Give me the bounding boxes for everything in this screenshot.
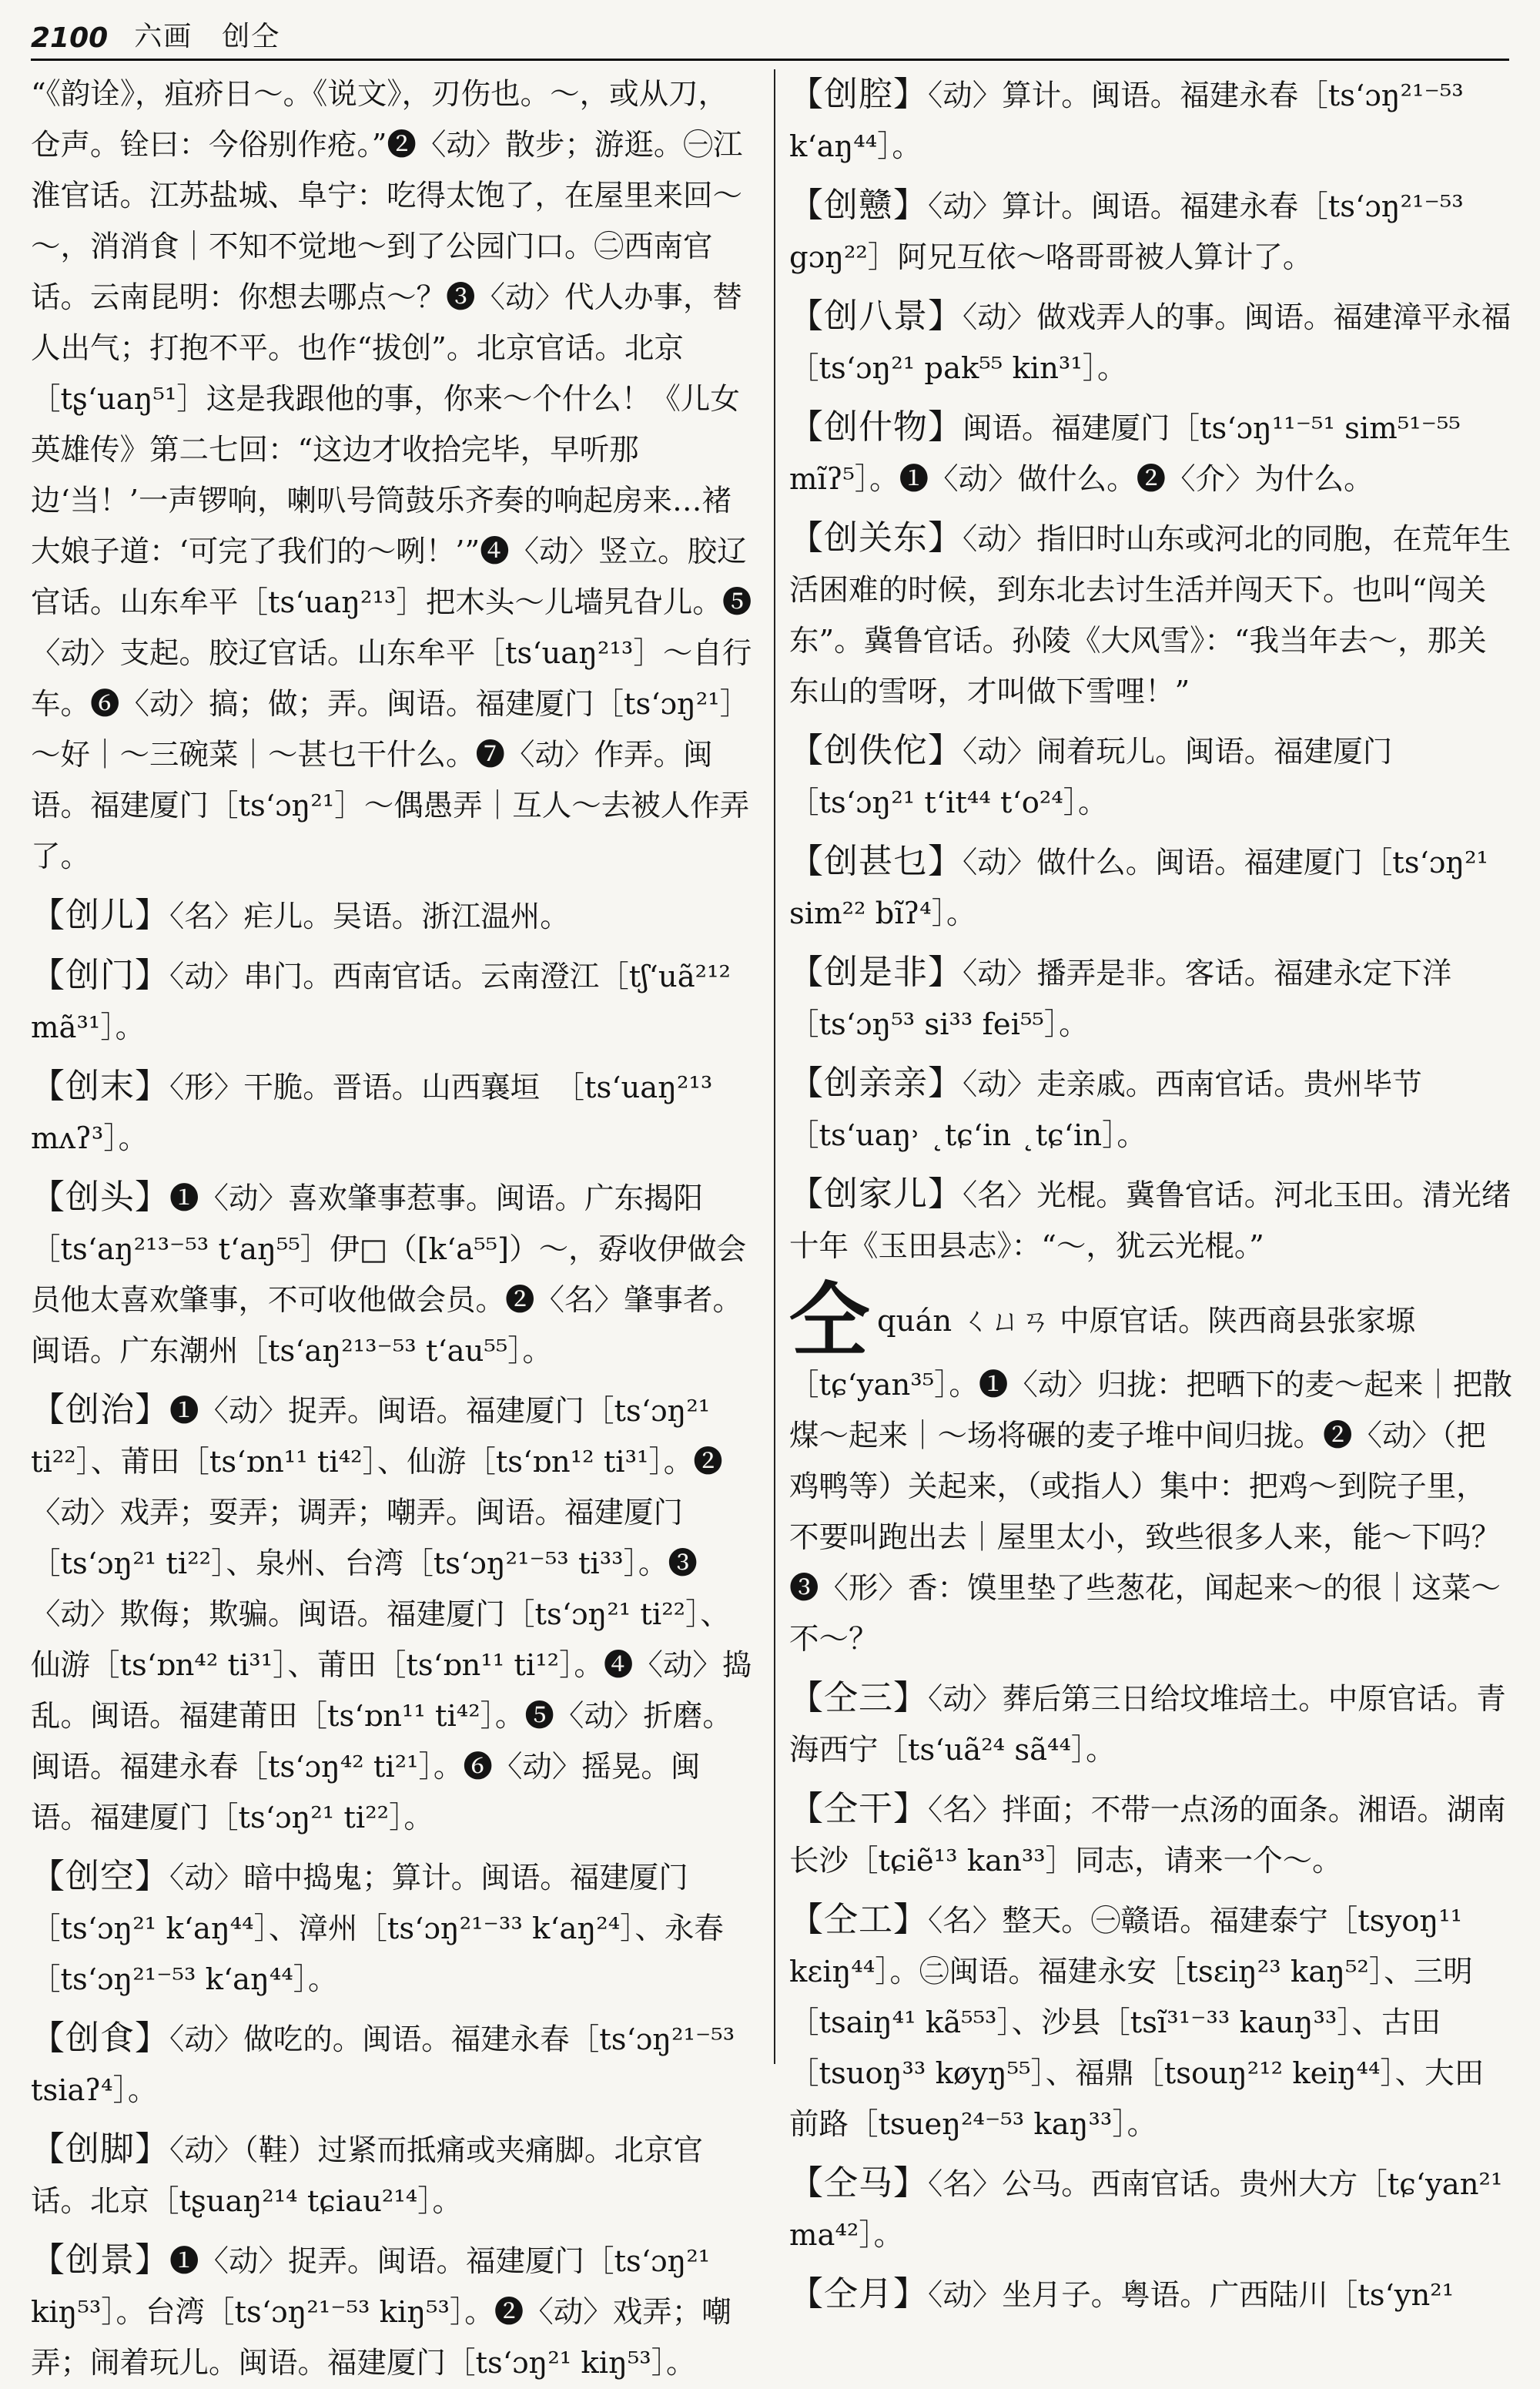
entry-headword: 【创家儿】 [789, 1174, 962, 1214]
column-divider [774, 69, 775, 2064]
entry-text: 〈动〉播弄是非。客话。福建永定下洋［tsʻɔŋ⁵³ si³³ fei⁵⁵］。 [789, 957, 1452, 1042]
entry-headword: 【创食】 [31, 2019, 169, 2058]
entry-text: 〈动〉算计。闽语。福建永春［tsʻɔŋ²¹⁻⁵³ kʻaŋ⁴⁴］。 [789, 79, 1473, 164]
entry-text: 〈名〉整天。㊀赣语。福建泰宁［tsyoŋ¹¹ kɛiŋ⁴⁴］。㊁闽语。福建永安［tsɛiŋ²³ kaŋ⁵²］、三明［tsaiŋ⁴¹ kã⁵⁵³］、沙县［tsĩ³¹⁻³³ kauŋ³³］、古田［tsuoŋ³³ køyŋ⁵⁵］、福鼎［tsouŋ²¹² keiŋ⁴⁴］、大田前路［tsueŋ²⁴⁻⁵³ kaŋ³³］。 [789, 1904, 1485, 2142]
entry-text: 〈动〉指旧时山东或河北的同胞，在荒年生活困难的时候，到东北去讨生活并闯天下。也叫“闯关东”。冀鲁官话。孙陵《大风雪》：“我当年去～，那关东山的雪呀，才叫做下雪哩！” [789, 522, 1512, 709]
entry-headword: 【创腔】 [789, 75, 928, 114]
dictionary-entry [31, 69, 755, 883]
entry-text: 〈动〉葬后第三日给坟堆培土。中原官话。青海西宁［tsʻuã²⁴ sã⁴⁴］。 [789, 1682, 1506, 1767]
page-header [31, 9, 1509, 61]
entry-text: “《韵诠》，疽疥日～。《说文》，刃伤也。～，或从刀，仓声。铨曰：今俗别作疮。”❷〈动〉散步；游逛。㊀江淮官话。江苏盐城、阜宁：吃得太饱了，在屋里来回～～，消消食｜不知不觉地～到了公园门口。㊁西南官话。云南昆明：你想去哪点～？❸〈动〉代人办事，替人出气；打抱不平。也作“拔创”。北京官话。北京［tʂʻuaŋ⁵¹］这是我跟他的事，你来～个什么！《儿女英雄传》第二七回：“这边才收拾完毕，早听那边‘当！’一声锣响，喇叭号筒鼓乐齐奏的响起房来…褚大娘子道：‘可完了我们的～咧！’”❹〈动〉竖立。胶辽官话。山东牟平［tsʻuaŋ²¹³］把木头～儿墙旯旮儿。❺〈动〉支起。胶辽官话。山东牟平［tsʻuaŋ²¹³］～自行车。❻〈动〉搞；做；弄。闽语。福建厦门［tsʻɔŋ²¹］～好｜～三碗菜｜～甚乜干什么。❼〈动〉作弄。闽语。福建厦门［tsʻɔŋ²¹］～偶愚弄｜互人～去被人作弄了。 [31, 77, 752, 874]
dictionary-entry [31, 1061, 755, 1164]
dictionary-entry [789, 725, 1513, 829]
dictionary-entry [31, 1172, 755, 1377]
entry-text: 〈形〉干脆。晋语。山西襄垣 ［tsʻuaŋ²¹³ mʌʔ³］。 [31, 1071, 722, 1156]
entry-text: ❶〈动〉喜欢肇事惹事。闽语。广东揭阳［tsʻaŋ²¹³⁻⁵³ tʻaŋ⁵⁵］伊□（[kʻa⁵⁵]）～，孬收伊做会员他太喜欢肇事，不可收他做会员。❷〈名〉肇事者。闽语。广东潮州［tsʻaŋ²¹³⁻⁵³ tʻau⁵⁵］。 [31, 1181, 747, 1369]
entry-headword: 【仝干】 [789, 1789, 928, 1828]
entry-text: ❶〈动〉捉弄。闽语。福建厦门［tsʻɔŋ²¹ ti²²］、莆田［tsʻɒn¹¹ ti⁴²］、仙游［tsʻɒn¹² ti³¹］。❷〈动〉戏弄；耍弄；调弄；嘲弄。闽语。福建厦门［tsʻɔŋ²¹ ti²²］、泉州、台湾［tsʻɔŋ²¹⁻⁵³ ti³³］。❸〈动〉欺侮；欺骗。闽语。福建厦门［tsʻɔŋ²¹ ti²²］、仙游［tsʻɒn⁴² ti³¹］、莆田［tsʻɒn¹¹ ti¹²］。❹〈动〉捣乱。闽语。福建莆田［tsʻɒn¹¹ ti⁴²］。❺〈动〉折磨。闽语。福建永春［tsʻɔŋ⁴² ti²¹］。❻〈动〉摇晃。闽语。福建厦门［tsʻɔŋ²¹ ti²²］。 [31, 1394, 752, 1835]
dictionary-entry [789, 1058, 1513, 1161]
entry-headword: 【仝月】 [789, 2274, 928, 2314]
entry-headword: 【创空】 [31, 1857, 169, 1896]
entry-text: 〈动〉走亲戚。西南官话。贵州毕节［tsʻuaŋ˒ ˛tɕʻin ˛tɕʻin］。 [789, 1067, 1422, 1153]
dictionary-entry [789, 180, 1513, 283]
entry-text: 〈动〉做吃的。闽语。福建永春［tsʻɔŋ²¹⁻⁵³ tsiaʔ⁴］。 [31, 2022, 745, 2108]
entry-headword: 【仝三】 [789, 1678, 928, 1717]
dictionary-entry [789, 291, 1513, 394]
dictionary-entry [31, 1851, 755, 2005]
dictionary-entry [789, 1169, 1513, 1272]
character-entry [789, 1272, 1513, 1665]
entry-headword: 【创景】 [31, 2240, 169, 2280]
dictionary-entry [31, 950, 755, 1054]
entry-text: 〈动〉串门。西南官话。云南澄江［tʃʻuã²¹² mã³¹］。 [31, 960, 741, 1045]
entry-headword: 【创八景】 [789, 297, 962, 336]
dictionary-entry [789, 1673, 1513, 1776]
dictionary-entry [31, 2013, 755, 2116]
entry-text: 〈名〉疟儿。吴语。浙江温州。 [169, 900, 570, 934]
entry-text: 〈名〉拌面；不带一点汤的面条。湘语。湖南长沙［tɕiẽ¹³ kan³³］同志，请来一个～。 [789, 1793, 1506, 1878]
entry-text: 〈动〉暗中捣鬼；算计。闽语。福建厦门［tsʻɔŋ²¹ kʻaŋ⁴⁴］、漳州［tsʻɔŋ²¹⁻³³ kʻaŋ²⁴］、永春［tsʻɔŋ²¹⁻⁵³ kʻaŋ⁴⁴］。 [31, 1861, 724, 1997]
entry-text: 〈名〉公马。西南官话。贵州大方［tɕʻyan²¹ ma⁴²］。 [789, 2167, 1512, 2253]
entry-headword: 【创末】 [31, 1067, 169, 1106]
dictionary-entry [789, 836, 1513, 940]
entry-text: 〈动〉算计。闽语。福建永春［tsʻɔŋ²¹⁻⁵³ gɔŋ²²］阿兄互依～咯哥哥被人算计了。 [789, 189, 1473, 275]
dictionary-entry [789, 69, 1513, 173]
right-column [789, 69, 1513, 2314]
entry-text: 〈动〉（鞋）过紧而抵痛或夹痛脚。北京官话。北京［tʂuaŋ²¹⁴ tɕiau²¹⁴］。 [31, 2133, 704, 2219]
entry-headword: 【创治】 [31, 1390, 169, 1429]
entry-headword: 【创亲亲】 [789, 1064, 962, 1103]
dictionary-entry [31, 2235, 755, 2389]
entry-text: 〈名〉光棍。冀鲁官话。河北玉田。清光绪十年《玉田县志》：“～，犹云光棍。” [789, 1178, 1512, 1264]
entry-headword: 【创戆】 [789, 186, 928, 225]
entry-text: 〈动〉闹着玩儿。闽语。福建厦门［tsʻɔŋ²¹ tʻit⁴⁴ tʻo²⁴］。 [789, 735, 1393, 820]
dictionary-entry [789, 2158, 1513, 2261]
entry-headword: 【创门】 [31, 956, 169, 995]
entry-headword: 【创什物】 [789, 407, 962, 447]
entry-text: ❶〈动〉捉弄。闽语。福建厦门［tsʻɔŋ²¹ kiŋ⁵³］。台湾［tsʻɔŋ²¹⁻⁵³ kiŋ⁵³］。❷〈动〉戏弄；嘲弄；闹着玩儿。闽语。福建厦门［tsʻɔŋ²¹ kiŋ⁵³］。 [31, 2244, 732, 2381]
dictionary-entry [789, 1784, 1513, 1887]
dictionary-entry [31, 1385, 755, 1844]
section-title: 六画 创仝 [134, 21, 281, 52]
entry-headword: 【仝工】 [789, 1900, 928, 1939]
entry-headword: 【创脚】 [31, 2129, 169, 2169]
dictionary-entry [789, 513, 1513, 718]
entry-headword: 【创头】 [31, 1178, 169, 1217]
entry-text: 闽语。福建厦门［tsʻɔŋ¹¹⁻⁵¹ sim⁵¹⁻⁵⁵ mĩʔ⁵］。❶〈动〉做什么。❷〈介〉为什么。 [789, 411, 1471, 497]
entry-headword: 【创佚佗】 [789, 731, 962, 770]
dictionary-entry [31, 890, 755, 943]
dictionary-entry [31, 2124, 755, 2227]
left-column [31, 69, 755, 2381]
entry-headword: 【仝马】 [789, 2163, 928, 2203]
entry-text: 〈动〉做戏弄人的事。闽语。福建漳平永福［tsʻɔŋ²¹ pak⁵⁵ kin³¹］。 [789, 300, 1512, 386]
dictionary-entry [789, 2269, 1513, 2321]
entry-text: quán ㄑㄩㄢ 中原官话。陕西商县张家塬［tɕʻyan³⁵］。❶〈动〉归拢：把晒下的麦～起来｜把散煤～起来｜～场将碾的麦子堆中间归拢。❷〈动〉（把鸡鸭等）关起来，（或指人）集中：把鸡～到院子里，不要叫跑出去｜屋里太小，致些很多人来，能～下吗？❸〈形〉香：馍里垫了些葱花，闻起来～的很｜这菜～不～？ [789, 1304, 1512, 1657]
entry-text: 〈动〉坐月子。粤语。广西陆川［tsʻyn²¹ [928, 2278, 1455, 2313]
entry-headword: 【创是非】 [789, 953, 962, 992]
entry-character: 仝 [789, 1272, 870, 1367]
entry-headword: 【创甚乜】 [789, 842, 962, 881]
entry-text: 〈动〉做什么。闽语。福建厦门［tsʻɔŋ²¹ sim²² bĩʔ⁴］。 [789, 846, 1498, 931]
dictionary-entry [789, 1895, 1513, 2150]
entry-headword: 【创儿】 [31, 896, 169, 935]
entry-headword: 【创关东】 [789, 518, 962, 558]
dictionary-entry [789, 947, 1513, 1050]
dictionary-entry [789, 402, 1513, 505]
page-number: 2100 [31, 22, 109, 54]
